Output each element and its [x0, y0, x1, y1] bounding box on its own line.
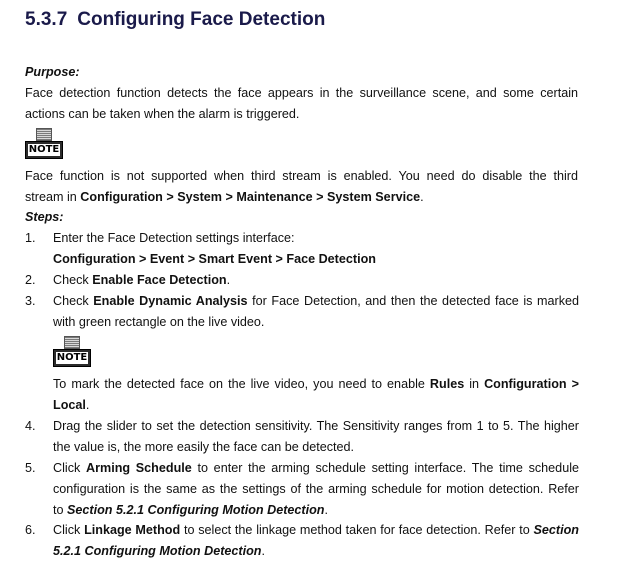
section-title: Configuring Face Detection: [77, 9, 326, 30]
note-badge: [25, 141, 63, 159]
step-5-text-line-2: configuration is the same as the settings of the arming schedule for motion detection. Refer: [53, 482, 579, 496]
note-clip-graphic: [36, 128, 52, 141]
step-4-text-line-1: Drag the slider to set the detection sensitivity. The Sensitivity ranges from 1 to 5. The higher: [53, 419, 579, 433]
section-number: 5.3.7: [25, 9, 68, 30]
note-badge: [53, 349, 91, 367]
purpose-text-line-1: Face detection function detects the face appears in the surveillance scene, and some certain: [25, 86, 578, 100]
note-2-in: in: [464, 377, 485, 391]
step-5-number: 5.: [25, 461, 36, 475]
step-1-text: Enter the Face Detection settings interface:: [53, 231, 295, 245]
step-4-text-line-2: the value is, the more easily the face can be detected.: [53, 440, 355, 454]
system-service-path: Configuration > System > Maintenance > System Service: [80, 190, 421, 204]
enable-face-detection-ref: Enable Face Detection: [92, 273, 227, 287]
note-text-line-1: Face function is not supported when third stream is enabled. You need do disable the third: [25, 169, 578, 183]
step-6-text-line-2: [53, 541, 265, 562]
step-6-text-line-1: [53, 520, 579, 541]
step-5-text-line-1: [53, 458, 579, 479]
note-2-period: .: [85, 398, 90, 412]
configuration-ref: Configuration >: [484, 377, 579, 391]
step-5-suffix: to enter the arming schedule setting interface. The time schedule: [191, 461, 579, 475]
step-3-text-line-2: with green rectangle on the live video.: [53, 315, 265, 329]
purpose-label: Purpose:: [25, 65, 80, 79]
step-2-number: 2.: [25, 273, 36, 287]
section-5-2-1-ref: 5.2.1 Configuring Motion Detection: [53, 544, 262, 558]
note-2-prefix: To mark the detected face on the live video, you need to enable: [53, 377, 430, 391]
step-6-suffix: to select the linkage method taken for face detection. Refer to: [180, 523, 534, 537]
step-3-suffix: for Face Detection, and then the detected face is marked: [247, 294, 580, 308]
section-5-2-1-ref: Section 5.2.1 Configuring Motion Detection: [67, 503, 325, 517]
step-5-to: to: [53, 503, 68, 517]
step-1-number: 1.: [25, 231, 36, 245]
note-badge-label: NOTE: [56, 352, 88, 363]
step-5-period: .: [324, 503, 328, 517]
enable-dynamic-analysis-ref: Enable Dynamic Analysis: [93, 294, 248, 308]
purpose-text-line-2: actions can be taken when the alarm is triggered.: [25, 107, 300, 121]
note-clip-graphic: [64, 336, 80, 349]
step-5-prefix: Click: [53, 461, 86, 475]
section-heading: [25, 9, 325, 31]
step-3-prefix: Check: [53, 294, 94, 308]
note-text-prefix: stream in: [25, 190, 81, 204]
step-6-number: 6.: [25, 523, 36, 537]
note-icon: [53, 336, 91, 368]
step-2-text: [53, 270, 230, 291]
step-4-number: 4.: [25, 419, 36, 433]
note-text-line-2: [25, 187, 424, 208]
step-5-text-line-3: [53, 500, 328, 521]
arming-schedule-ref: Arming Schedule: [86, 461, 192, 475]
note-badge-label: NOTE: [28, 144, 60, 155]
step-6-period: .: [261, 544, 265, 558]
rules-ref: Rules: [429, 377, 465, 391]
steps-label: Steps:: [25, 210, 64, 224]
note-2-text-line-2: [53, 395, 89, 416]
step-2-period: .: [226, 273, 231, 287]
note-icon: [25, 128, 63, 160]
section-ref-start: Section: [533, 523, 580, 537]
local-ref: Local: [53, 398, 86, 412]
step-2-prefix: Check: [53, 273, 93, 287]
note-2-text-line-1: [53, 374, 579, 395]
linkage-method-ref: Linkage Method: [84, 523, 181, 537]
step-3-text-line-1: [53, 291, 579, 312]
face-detection-path: Configuration > Event > Smart Event > Face Detection: [53, 252, 376, 266]
step-3-number: 3.: [25, 294, 36, 308]
step-6-prefix: Click: [53, 523, 85, 537]
note-text-period: .: [420, 190, 424, 204]
